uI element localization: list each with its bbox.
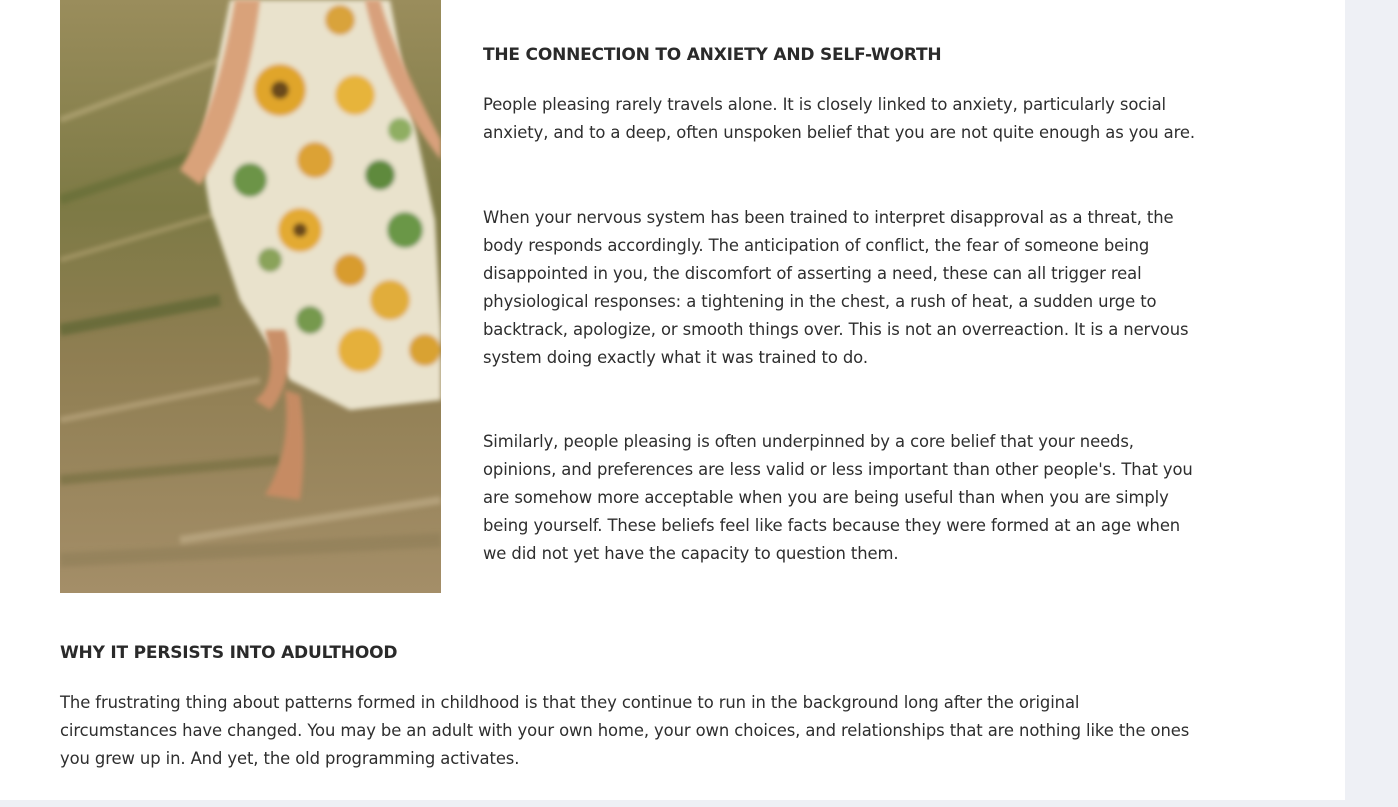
paragraph: When your nervous system has been trained to interpret disapproval as a threat, the body responds accordingly. The anticipation of conflict, the fear of someone being disappointed in you, the discomfort of asserting a need, these can all trigger real physiological responses: a tightening in the chest, a rush of heat, a sudden urge to backtrack, apologize, or smooth things over. This is not an overreaction. It is a nervous system doing exactly what it was trained to do. [483,208,1189,367]
article-photo [60,0,441,593]
paragraph: Similarly, people pleasing is often underpinned by a core belief that your needs, opinions, and preferences are less valid or less important than other people's. That you are somehow more acceptable when you are being useful than when you are simply being yourself. These beliefs feel like facts because they were formed at an age when we did not yet have the capacity to question them. [483,432,1193,563]
section-heading-adulthood: WHY IT PERSISTS INTO ADULTHOOD [60,643,398,663]
section-heading-anxiety: THE CONNECTION TO ANXIETY AND SELF-WORTH [483,45,942,65]
paragraph: People pleasing rarely travels alone. It is closely linked to anxiety, particularly social anxiety, and to a deep, often unspoken belief that you are not quite enough as you are. [483,95,1195,142]
paragraph: The frustrating thing about patterns formed in childhood is that they continue to run in the background long after the original circumstances have changed. You may be an adult with your own home, your own choices, and relationships that are nothing like the ones you grew up in. And yet, the old programming activates. [60,693,1190,768]
woman-in-sunflower-dress-image [60,0,441,593]
